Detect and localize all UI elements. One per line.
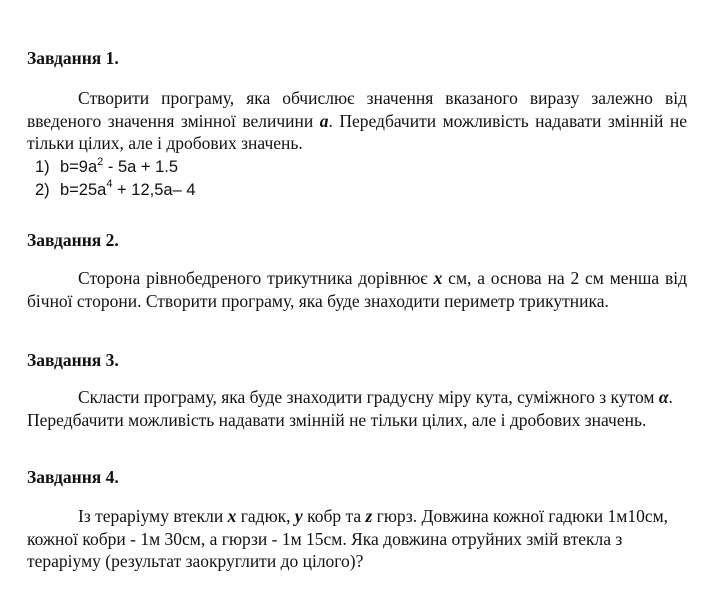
task-4-text-part: гюрз. Довжина кожної гадюки 1м10см, кожної кобри - 1м 30см, а гюрзи - 1м 15см. Яка довжина отруйних змій втекла з тераріуму (результат заокруглити до цілого)? bbox=[27, 506, 669, 571]
task-1-text bbox=[27, 87, 687, 155]
formula-part: + 12,5a– 4 bbox=[112, 180, 196, 199]
formula-part: - 5a + 1.5 bbox=[103, 158, 179, 176]
task-2-variable: x bbox=[433, 268, 443, 288]
task-1-formula-list bbox=[35, 156, 196, 201]
task-2-text-before: Сторона рівнобедреного трикутника дорівнює bbox=[78, 268, 434, 288]
task-1-formula-2 bbox=[35, 179, 196, 202]
task-4-text-part: гадюк, bbox=[236, 506, 295, 526]
task-3-text-after: . Передбачити можливість надавати змінній не тільки цілих, але і дробових значень. bbox=[27, 387, 673, 430]
formula-part: b=25a bbox=[60, 180, 107, 199]
task-4-text-part: Із тераріуму втекли bbox=[78, 506, 228, 526]
task-4-heading: Завдання 4. bbox=[27, 467, 119, 487]
task-2-heading: Завдання 2. bbox=[27, 230, 119, 250]
task-4-variable-y: y bbox=[294, 506, 303, 526]
task-4-text-part: кобр та bbox=[302, 506, 366, 526]
formula-part: b=9a bbox=[60, 158, 98, 176]
task-1-variable: a bbox=[319, 110, 329, 131]
task-3-variable: α bbox=[658, 387, 669, 407]
task-1-text-after: . Передбачити можливість надавати змінній не тільки цілих, але і дробових значень. bbox=[27, 110, 687, 153]
task-4-variable-x: x bbox=[227, 506, 237, 526]
task-1-formula-1 bbox=[35, 156, 196, 179]
task-3-heading: Завдання 3. bbox=[27, 350, 119, 370]
task-2-text bbox=[27, 267, 687, 312]
list-number: 1) bbox=[35, 158, 50, 176]
formula-exponent: 2 bbox=[97, 155, 104, 168]
formula-exponent: 4 bbox=[106, 178, 113, 190]
list-number: 2) bbox=[35, 180, 50, 199]
task-4-text bbox=[27, 505, 677, 573]
task-3-text-before: Скласти програму, яка буде знаходити градусну міру кута, суміжного з кутом bbox=[78, 387, 659, 407]
task-4-variable-z: z bbox=[365, 506, 373, 526]
task-3-text bbox=[27, 386, 687, 431]
task-1-text-before: Створити програму, яка обчислює значення вказаного виразу залежно від введеного значення змінної величини bbox=[27, 88, 687, 131]
task-2-text-after: см, а основа на 2 см менша від бічної сторони. Створити програму, яка буде знаходити периметр трикутника. bbox=[27, 268, 687, 311]
task-1-heading: Завдання 1. bbox=[27, 48, 119, 68]
